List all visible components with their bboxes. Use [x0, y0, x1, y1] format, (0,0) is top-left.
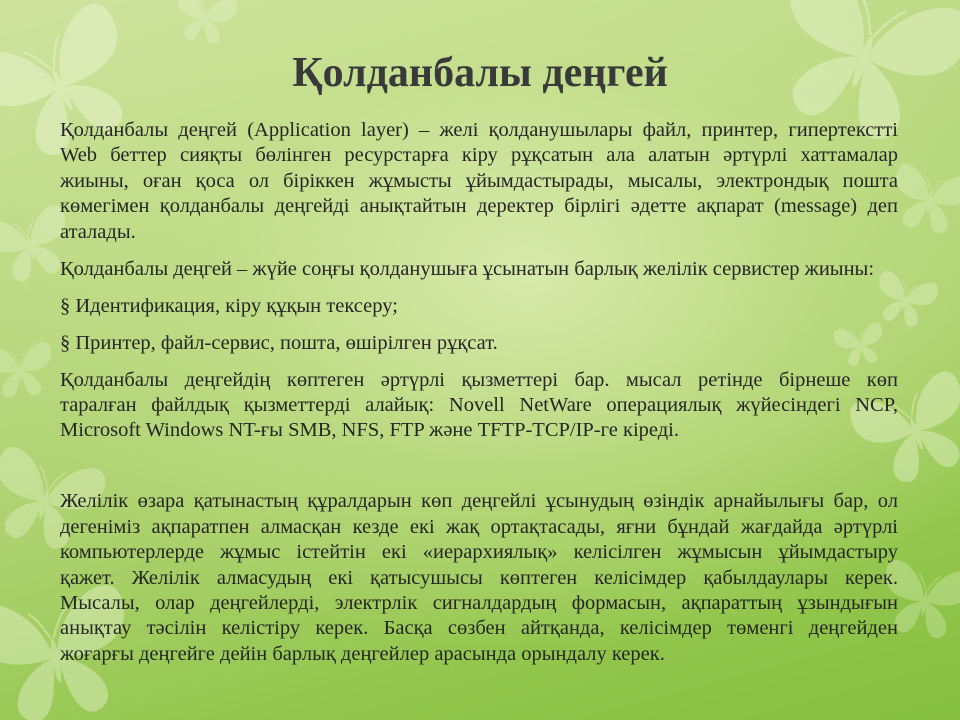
bullet-printer-file-mail [60, 331, 898, 356]
butterfly-icon [0, 341, 55, 399]
paragraph-services-intro [60, 257, 898, 282]
bullet-identification [60, 294, 898, 319]
text-line: Желілік өзара қатынастың құралдарын көп деңгейлі ұсынудың өзіндік арнайылығы бар, ол [60, 490, 898, 513]
butterfly-icon [171, 0, 238, 47]
text-line: дегеніміз ақпаратпен алмасқан кезде екі жақ ортақтасады, яғни бұндай жағдайда әртүрлі [60, 515, 898, 538]
slide-body [60, 118, 898, 667]
paragraph-application-layer-definition [60, 118, 898, 245]
text-line: § Принтер, файл-сервис, пошта, өшірілген рұқсат. [60, 331, 498, 354]
paragraph-services-examples [60, 368, 898, 444]
text-line: Қолданбалы деңгей (Application layer) – желі қолданушылары файл, принтер, гипертекстті [60, 119, 898, 141]
paragraph-protocol-agreements [60, 489, 898, 667]
text-line: көмегімен қолданбалы деңгейді анықтайтын деректер бірлігі әдетте ақпарат (message) деп [60, 195, 898, 218]
text-line: Мысалы, олар деңгейлерді, электрлік сигналдардың формасын, ақпараттың ұзындығын [60, 591, 898, 614]
text-line: қажет. Желілік алмасудың екі қатысушысы көптеген келісімдер қабылдаулары керек. [60, 566, 898, 589]
text-line: анықтау тәсілін келістіру керек. Басқа сөзбен айтқанда, келісімдер төменгі деңгейден [60, 617, 898, 640]
text-line: Қолданбалы деңгей – жүйе соңғы қолданушыға ұсынатын барлық желілік сервистер жиыны: [60, 257, 875, 280]
text-line: Web беттер сияқты бөлінген ресурстарға кіру рұқсатын ала алатын әртүрлі хаттамалар [60, 144, 898, 167]
text-line: таралған файлдық қызметтерді алайық: Novell NetWare операциялық жүйесіндегі NCP, [60, 394, 898, 417]
text-line: аталады. [60, 220, 136, 243]
slide-title: Қолданбалы деңгей [292, 50, 668, 96]
text-line: жоғарғы деңгейге дейін барлық деңгейлер арасында орындалу керек. [60, 642, 665, 665]
text-line: § Идентификация, кіру құқын тексеру; [60, 294, 398, 317]
text-line: компьютерлерде жұмыс істейтін екі «иерархиялық» келісілген жұмысын ұйымдастыру [60, 541, 898, 564]
text-line: жиыны, оған қоса ол біріккен жұмысты ұйымдастырады, мысалы, электрондық пошта [60, 169, 898, 192]
text-line: Қолданбалы деңгейдің көптеген әртүрлі қызметтері бар. мысал ретінде бірнеше көп [60, 368, 898, 391]
text-line: Microsoft Windows NT-ғы SMB, NFS, FTP және TFTP-TCP/IP-ге кіреді. [60, 419, 679, 442]
